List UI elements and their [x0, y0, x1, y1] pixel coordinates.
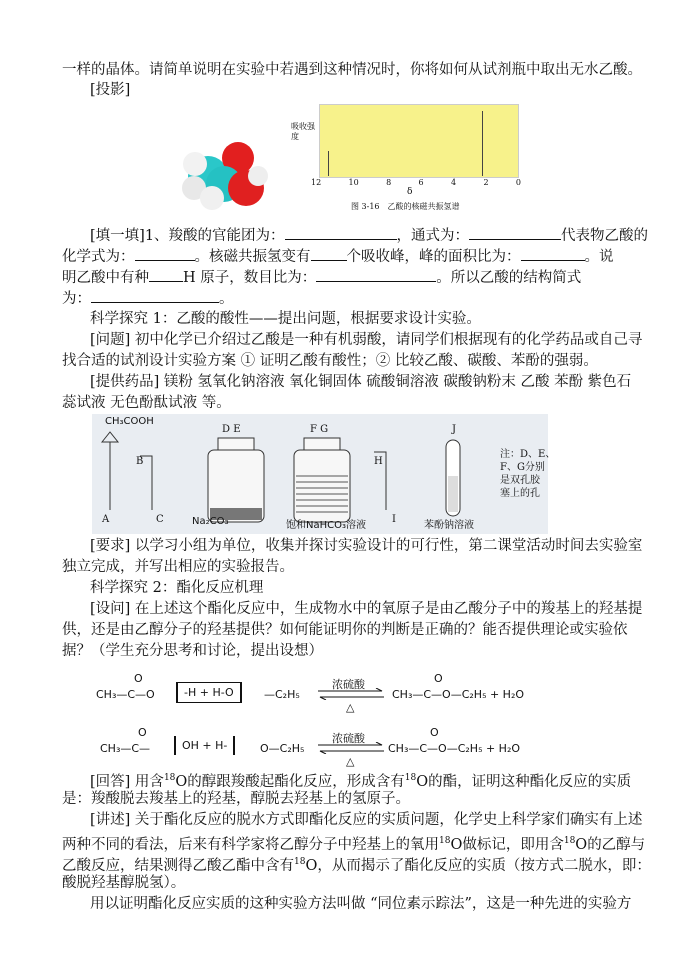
fill-label: 。 [219, 291, 234, 307]
isotope-sup: 18 [294, 857, 306, 867]
note-line: 注：D、E、 [500, 449, 556, 460]
carbonyl-o: O [434, 672, 443, 685]
eq-reactant: CH₃—C— [100, 742, 151, 755]
note-line: 是双孔胶 [500, 475, 540, 486]
text: 乙酸反应，结果测得乙酸乙酯中含有 [62, 857, 294, 874]
label-b: B [136, 456, 144, 467]
note-line: F、G分别 [500, 462, 545, 473]
isotope-sup: 18 [563, 836, 576, 846]
nmr-peak-large [482, 111, 483, 176]
eq-ethyl: O—C₂H₅ [260, 742, 305, 755]
equilibrium-arrow-icon [316, 688, 386, 700]
fill-label: 。核磁共振氢变有 [194, 249, 311, 265]
label-ch3cooh: CH₃COOH [105, 416, 154, 427]
text-line: [要求] 以学习小组为单位，收集并探讨实验设计的可行性，第二课堂活动时间去实验室 [90, 538, 643, 554]
fill-line-3 [62, 267, 581, 288]
eq-condition: 浓硫酸 [332, 678, 365, 691]
label-nahco3: 饱和NaHCO₃溶液 [286, 520, 366, 531]
eq-product: CH₃—C—O—C₂H₅ + H₂O [388, 742, 521, 755]
fill-label: 化学式为： [62, 249, 135, 265]
isotope-sup: 18 [439, 836, 451, 846]
tick: 0 [515, 178, 521, 187]
apparatus-note [500, 448, 555, 500]
text: 的酯，证明这种酯化反应的实质 [428, 773, 632, 790]
tick: 8 [386, 178, 392, 187]
label-i: I [392, 514, 396, 525]
fill-label: [填一填]1、羧酸的官能团为： [90, 228, 285, 244]
fill-label: H 原子，数目比为： [183, 270, 317, 286]
text-line: 科学探究 2：酯化反应机理 [90, 580, 264, 596]
text-line: 找合适的试剂设计实验方案 ① 证明乙酸有酸性；② 比较乙酸、碳酸、苯酚的强弱。 [62, 353, 598, 369]
eq-ethyl: —C₂H₅ [264, 688, 300, 701]
fill-label: 为： [62, 291, 91, 307]
fill-label: 明乙酸中有种 [62, 270, 149, 286]
text: 两种不同的看法，后来有科学家将乙醇分子中羟基上的氧用 [62, 836, 439, 853]
equation-2 [100, 728, 620, 768]
equilibrium-arrow-icon [316, 742, 386, 754]
text-line: [问题] 初中化学已介绍过乙酸是一种有机弱酸，请同学们根据现有的化学药品或自己寻 [90, 332, 643, 348]
label-h: H [374, 456, 383, 467]
blank [135, 246, 195, 261]
text-line: 据？（学生充分思考和讨论，提出设想） [62, 643, 323, 659]
isotope-sup: 18 [163, 773, 176, 783]
equation-1 [96, 674, 616, 714]
nmr-xticks [311, 178, 521, 187]
fill-label: 代表物乙酸的 [561, 228, 649, 244]
text-line: 酸脱羟基醇脱氢）。 [62, 875, 186, 891]
label-j: J [452, 424, 457, 435]
nmr-figure [289, 104, 525, 216]
fill-label: 。说 [584, 249, 614, 265]
fill-line-1 [90, 225, 648, 246]
blank [311, 246, 347, 261]
text-line: 科学探究 1：乙酸的酸性——提出问题，根据要求设计实验。 [90, 311, 481, 327]
label-fg: F G [310, 424, 329, 435]
fill-line-4 [62, 288, 234, 309]
fill-line-2 [62, 246, 614, 267]
eq-product: CH₃—C—O—C₂H₅ + H₂O [392, 688, 525, 701]
tick: 2 [483, 178, 489, 187]
blank [521, 246, 585, 261]
isotope-o: O [175, 773, 188, 790]
text-line: [讲述] 关于酯化反应的脱水方式即酯化反应的实质问题，化学史上科学家们确实有上述 [90, 812, 643, 828]
isotope-o: O [416, 773, 429, 790]
tick: 6 [418, 178, 424, 187]
eq-heat: △ [346, 701, 355, 714]
eq-boxed-group: OH + H- [174, 736, 235, 755]
text: ，从而揭示了酯化反应的实质（按方式二脱水，即： [317, 857, 651, 874]
nmr-plot-area [319, 104, 519, 178]
tick: 10 [348, 178, 359, 187]
text: 的醇跟羧酸起酯化反应，形成含有 [187, 773, 405, 790]
blank [285, 225, 397, 240]
eq-condition: 浓硫酸 [332, 732, 365, 745]
blank [149, 267, 183, 282]
fill-label: 。所以乙酸的结构简式 [436, 270, 582, 286]
eq-heat: △ [346, 755, 355, 768]
note-line: 塞上的孔 [500, 488, 540, 499]
blank [316, 267, 436, 282]
eq-reactant: CH₃—C—O [96, 688, 155, 701]
text-line: 蕊试液 无色酚酞试液 等。 [62, 395, 231, 411]
text-line: 是：羧酸脱去羧基上的羟基，醇脱去羟基上的氢原子。 [62, 791, 410, 807]
label-a: A [102, 514, 110, 525]
isotope-sup: 18 [404, 773, 417, 783]
text-line: 供，还是由乙醇分子的羟基提供？如何能证明你的判断是正确的？能否提供理论或实验依 [62, 622, 628, 638]
label-de: D E [222, 424, 241, 435]
fill-label: 个吸收峰，峰的面积比为： [346, 249, 521, 265]
text: [回答] 用含 [90, 773, 164, 790]
fill-label: ，通式为： [396, 228, 470, 244]
carbonyl-o: O [134, 672, 143, 685]
nmr-delta: δ [407, 187, 413, 197]
nmr-ylabel: 吸收强度 [291, 122, 315, 141]
text-projection: [投影] [90, 82, 131, 98]
blank [91, 288, 219, 303]
nmr-peak-small [328, 151, 329, 176]
tick: 12 [311, 178, 322, 187]
carbonyl-o: O [430, 726, 439, 739]
tick: 4 [451, 178, 457, 187]
text-line: 独立完成，并写出相应的实验报告。 [62, 559, 294, 575]
carbonyl-o: O [138, 726, 147, 739]
text-line: 用以证明酯化反应实质的这种实验方法叫做 “同位素示踪法”，这是一种先进的实验方 [90, 896, 632, 912]
text: 做标记，即用含 [462, 836, 564, 853]
text-line: [设问] 在上述这个酯化反应中，生成物水中的氧原子是由乙酸分子中的羧基上的羟基提 [90, 601, 643, 617]
label-na2co3: Na₂CO₃ [192, 516, 229, 527]
label-c: C [156, 514, 164, 525]
isotope-o: O [450, 836, 463, 853]
label-phenolate: 苯酚钠溶液 [424, 520, 474, 531]
acetic-acid-molecule-model [180, 136, 270, 216]
isotope-o: O [575, 836, 588, 853]
text-line: [提供药品] 镁粉 氢氧化钠溶液 氧化铜固体 硫酸铜溶液 碳酸钠粉末 乙酸 苯酚 紫色石 [90, 374, 632, 390]
blank [469, 225, 561, 240]
nmr-caption: 图 3-16 乙酸的核磁共振氢谱 [351, 202, 460, 211]
eq-boxed-group: -H + H-O [176, 682, 242, 703]
text: 的乙醇与 [587, 836, 646, 853]
isotope-o: O [305, 857, 318, 874]
text-line: 一样的晶体。请简单说明在实验中若遇到这种情况时，你将如何从试剂瓶中取出无水乙酸。 [62, 62, 642, 78]
